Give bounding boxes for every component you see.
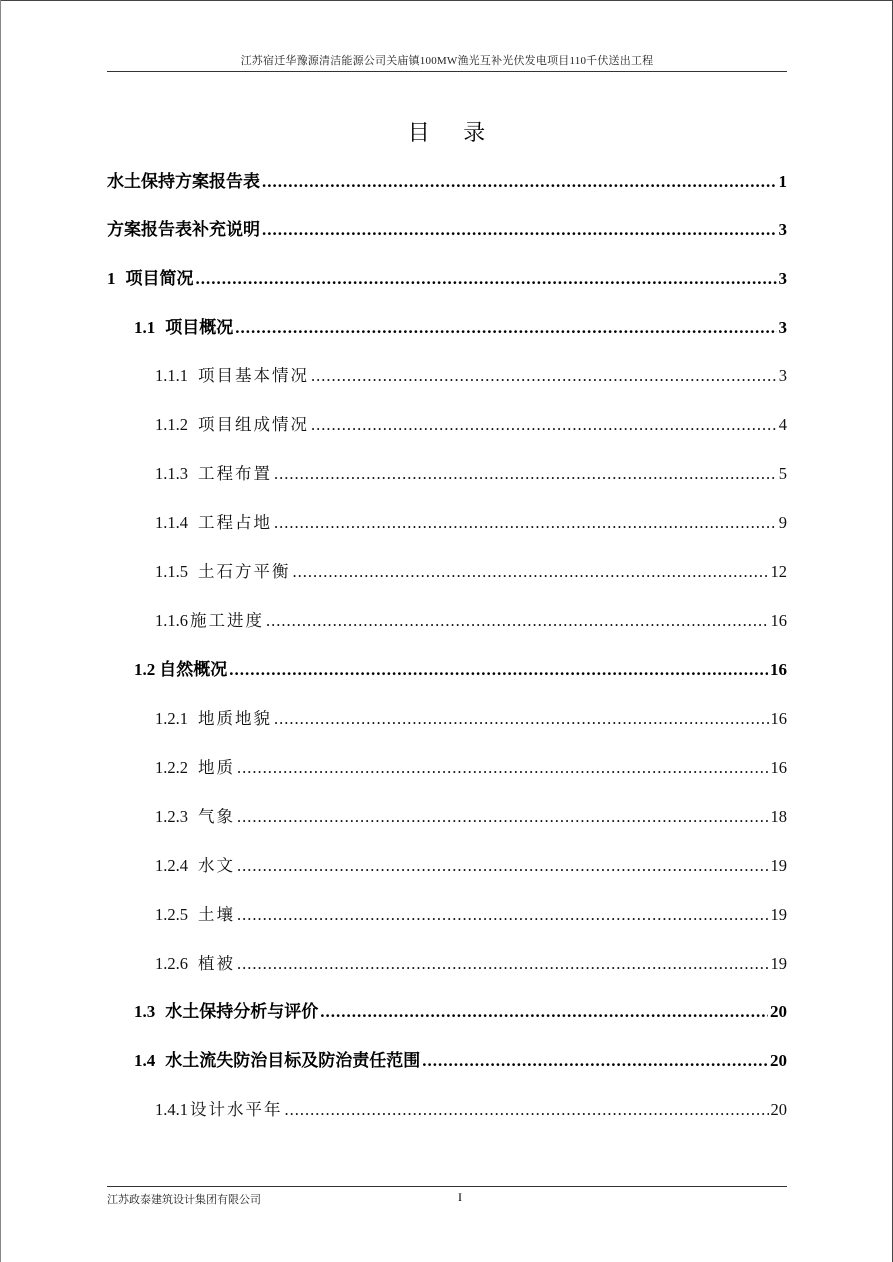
toc-entry-number: 1.2.6 [155, 954, 188, 973]
toc-leader-dots [274, 460, 777, 488]
toc-entry[interactable] [134, 1047, 787, 1075]
toc-entry-page: 12 [770, 562, 787, 581]
toc-entry-page: 9 [778, 513, 787, 532]
toc-entry-label: 地质 [198, 758, 235, 777]
toc-entry[interactable] [107, 216, 787, 244]
toc-leader-dots [293, 558, 769, 586]
toc-entry-label: 项目概况 [165, 318, 234, 337]
toc-leader-dots [237, 754, 769, 782]
toc-leader-dots [229, 656, 768, 684]
toc-entry-label: 水文 [198, 856, 235, 875]
toc-entry-number: 1.3 [134, 1002, 156, 1021]
toc-entry[interactable] [107, 265, 787, 293]
toc-entry-label: 水土保持分析与评价 [165, 1002, 319, 1021]
toc-entry-page: 3 [778, 366, 787, 385]
toc-leader-dots [311, 362, 777, 390]
toc-entry-number: 1.4.1 [155, 1100, 188, 1119]
toc-leader-dots [235, 314, 776, 342]
toc-leader-dots [262, 216, 777, 244]
toc-entry-number: 1.1 [134, 318, 156, 337]
toc-entry-page: 3 [778, 269, 787, 288]
toc-leader-dots [196, 265, 777, 293]
toc-leader-dots [237, 950, 769, 978]
footer-company: 江苏政泰建筑设计集团有限公司 [107, 1194, 261, 1206]
toc-leader-dots [422, 1047, 768, 1075]
toc-leader-dots [274, 705, 769, 733]
toc-entry-number: 1.1.3 [155, 464, 188, 483]
toc-entry-number: 1 [107, 269, 116, 288]
toc-entry-page: 16 [770, 611, 787, 630]
page-border-top [0, 0, 893, 1]
toc-leader-dots [237, 803, 769, 831]
toc-entry[interactable] [155, 362, 787, 390]
toc-entry[interactable] [155, 607, 787, 635]
toc-leader-dots [274, 509, 777, 537]
toc-entry-label: 水土流失防治目标及防治责任范围 [165, 1051, 421, 1070]
toc-entry-page: 16 [770, 709, 787, 728]
page-border-left [0, 0, 1, 1262]
toc-entry[interactable] [134, 998, 787, 1026]
toc-entry-page: 20 [770, 1051, 787, 1070]
toc-entry-number: 1.2.5 [155, 905, 188, 924]
toc-entry-label: 工程布置 [198, 464, 272, 483]
toc-leader-dots [237, 852, 769, 880]
toc-entry-label: 土壤 [198, 905, 235, 924]
toc-entry-label: 土石方平衡 [198, 562, 291, 581]
toc-entry[interactable] [155, 705, 787, 733]
toc-entry-page: 4 [778, 415, 787, 434]
toc-entry-number: 1.1.4 [155, 513, 188, 532]
toc-entry-page: 20 [770, 1002, 787, 1021]
toc-entry[interactable] [155, 411, 787, 439]
toc-entry-label: 地质地貌 [198, 709, 272, 728]
toc-entry-page: 16 [770, 758, 787, 777]
toc-leader-dots [237, 901, 769, 929]
toc-entry-page: 19 [770, 954, 787, 973]
toc-entry-label: 项目组成情况 [198, 415, 309, 434]
toc-leader-dots [262, 168, 777, 196]
running-header: 江苏宿迁华豫源清洁能源公司关庙镇100MW渔光互补光伏发电项目110千伏送出工程 [240, 55, 654, 67]
toc-entry-number: 1.1.2 [155, 415, 188, 434]
toc-entry[interactable] [155, 754, 787, 782]
toc-entry-label: 施工进度 [190, 611, 264, 630]
footer-rule [107, 1186, 787, 1187]
toc-entry-page: 20 [770, 1100, 787, 1119]
toc-entry-number: 1.2.4 [155, 856, 188, 875]
toc-entry[interactable] [155, 460, 787, 488]
toc-entry-page: 18 [770, 807, 787, 826]
header-rule [107, 71, 787, 72]
toc-leader-dots [285, 1096, 769, 1124]
toc-entry-label: 设计水平年 [190, 1100, 283, 1119]
toc-entry-number: 1.2.2 [155, 758, 188, 777]
toc-entry-label: 项目基本情况 [198, 366, 309, 385]
toc-entry-number: 1.2.3 [155, 807, 188, 826]
toc-entry-label: 工程占地 [198, 513, 272, 532]
toc-entry-label: 植被 [198, 954, 235, 973]
toc-entry-page: 19 [770, 905, 787, 924]
toc-entry-label: 自然概况 [159, 660, 228, 679]
toc-entry[interactable] [134, 314, 787, 342]
toc-entry[interactable] [155, 803, 787, 831]
footer-page-number: I [458, 1190, 462, 1204]
toc-title: 目 录 [407, 120, 500, 145]
toc-entry[interactable] [107, 168, 787, 196]
toc-leader-dots [266, 607, 769, 635]
toc-leader-dots [311, 411, 777, 439]
toc-entry-label: 气象 [198, 807, 235, 826]
toc-entry-number: 1.2.1 [155, 709, 188, 728]
toc-entry-page: 1 [778, 172, 787, 191]
toc-entry[interactable] [155, 950, 787, 978]
toc-entry-label: 水土保持方案报告表 [107, 172, 260, 191]
toc-entry-number: 1.1.1 [155, 366, 188, 385]
toc-entry[interactable] [155, 852, 787, 880]
toc-entry-number: 1.1.6 [155, 611, 188, 630]
toc-entry-label: 项目简况 [125, 269, 194, 288]
toc-entry-label: 方案报告表补充说明 [107, 220, 260, 239]
toc-entry[interactable] [155, 901, 787, 929]
toc-entry-page: 19 [770, 856, 787, 875]
toc-entry-page: 3 [778, 220, 787, 239]
toc-entry[interactable] [155, 509, 787, 537]
toc-entry-page: 3 [778, 318, 787, 337]
toc-entry-page: 5 [778, 464, 787, 483]
toc-entry[interactable] [155, 558, 787, 586]
toc-entry-page: 16 [770, 660, 787, 679]
toc-entry-number: 1.1.5 [155, 562, 188, 581]
toc-entry[interactable] [134, 656, 787, 684]
toc-leader-dots [320, 998, 768, 1026]
toc-entry-number: 1.2 [134, 660, 156, 679]
toc-entry-number: 1.4 [134, 1051, 156, 1070]
toc-entry[interactable] [155, 1096, 787, 1124]
